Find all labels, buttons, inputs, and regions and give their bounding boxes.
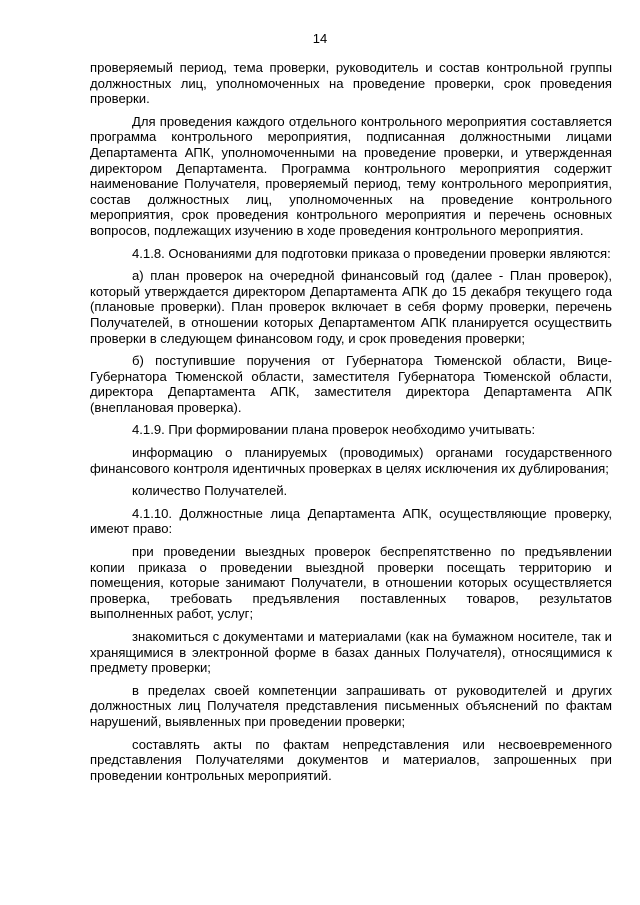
document-body bbox=[90, 60, 612, 790]
paragraph-right-documents: знакомиться с документами и материалами (как на бумажном носителе, так и хранящимися в электронной форме в базах данных Получателя), относящимися к предмету проверки; bbox=[90, 629, 612, 676]
paragraph-4-1-10: 4.1.10. Должностные лица Департамента АПК, осуществляющие проверку, имеют право: bbox=[90, 505, 612, 537]
paragraph-4-1-9: 4.1.9. При формировании плана проверок необходимо учитывать: bbox=[132, 422, 536, 438]
paragraph-quantity: количество Получателей. bbox=[132, 483, 288, 499]
paragraph-4-1-8: 4.1.8. Основаниями для подготовки приказа о проведении проверки являются: bbox=[132, 245, 611, 261]
paragraph-item-b: б) поступившие поручения от Губернатора Тюменской области, Вице-Губернатора Тюменской области, заместителя Губернатора Тюменской области, директора Департамента АПК, заместителя директора Департамента АПК (внеплановая проверка). bbox=[90, 353, 612, 415]
paragraph-information: информацию о планируемых (проводимых) органами государственного финансового контроля идентичных проверках в целях исключения их дублирования; bbox=[90, 445, 612, 476]
page-number: 14 bbox=[312, 31, 328, 46]
paragraph-continuation: проверяемый период, тема проверки, руководитель и состав контрольной группы должностных лиц, уполномоченных на проведение проверки, срок проведения проверки. bbox=[90, 60, 612, 107]
paragraph-program: Для проведения каждого отдельного контрольного мероприятия составляется программа контрольного мероприятия, подписанная должностными лицами Департамента АПК, уполномоченными на проведение проверки, и утвержденная директором Департамента. Программа контрольного мероприятия содержит наименование Получателя, проверяемый период, тему контрольного мероприятия, состав должностных лиц, уполномоченных на проведение контрольного мероприятия, срок проведения контрольного мероприятия и перечень основных вопросов, подлежащих изучению в ходе проведения контрольного мероприятия. bbox=[90, 113, 612, 238]
paragraph-item-a: а) план проверок на очередной финансовый год (далее - План проверок), который утверждается директором Департамента АПК до 15 декабря текущего года (плановые проверки). План проверок включает в себя форму проверки, перечень Получателей, в отношении которых Департаментом АПК планируется осуществить проверки в следующем финансовом году, и срок проведения проверки; bbox=[90, 268, 612, 346]
paragraph-right-acts: составлять акты по фактам непредставления или несвоевременного представления Получателями документов и материалов, запрошенных при проведении контрольных мероприятий. bbox=[90, 736, 612, 783]
paragraph-right-visit: при проведении выездных проверок беспрепятственно по предъявлении копии приказа о проведении выездной проверки посещать территорию и помещения, которые занимают Получатели, в отношении которых осуществляется проверка, требовать предъявления поставленных товаров, результатов выполненных работ, услуг; bbox=[90, 544, 612, 622]
paragraph-right-request: в пределах своей компетенции запрашивать от руководителей и других должностных лиц Получателя представления письменных объяснений по фактам нарушений, выявленных при проведении проверки; bbox=[90, 682, 612, 729]
